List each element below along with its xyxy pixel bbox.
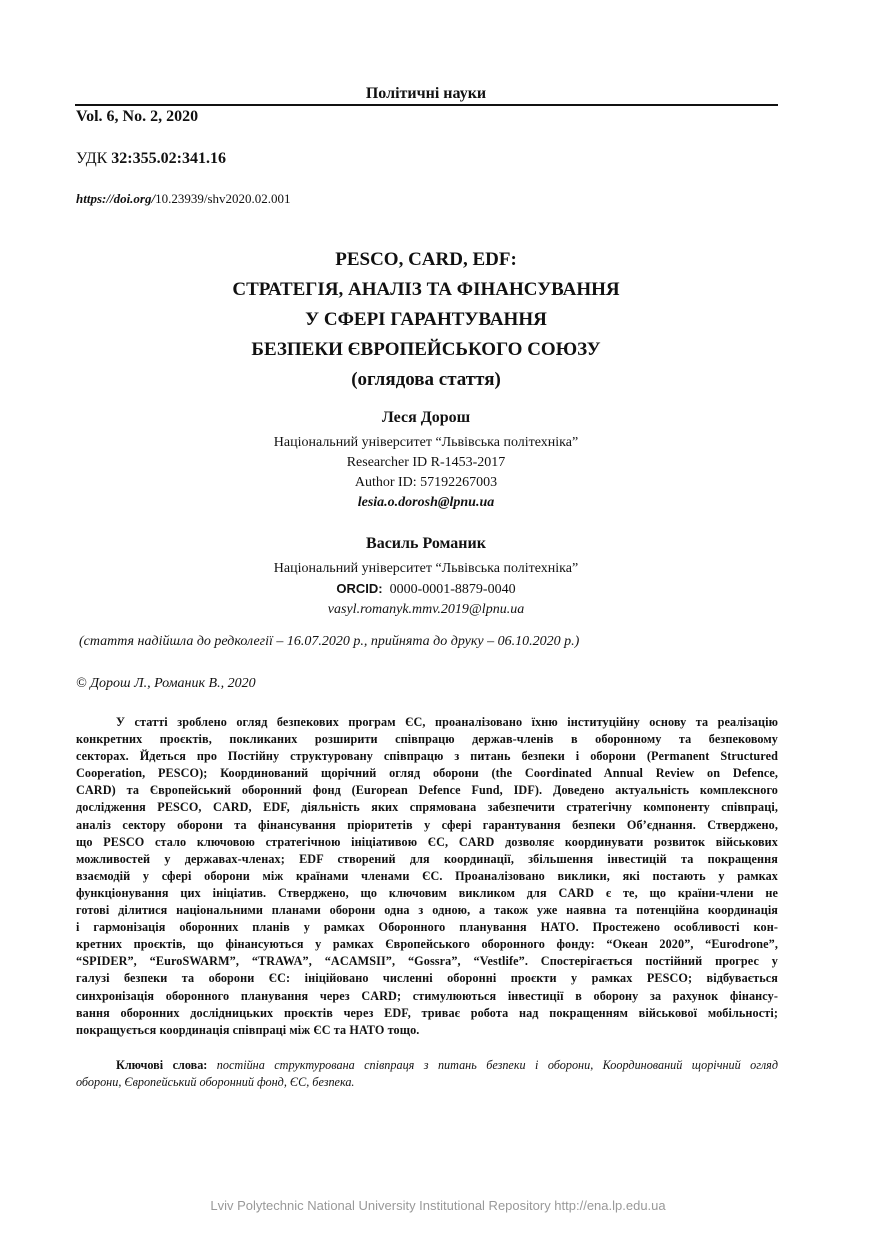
author-affiliation: Національний університет “Львівська політехніка” bbox=[273, 561, 579, 576]
orcid-value: 0000-0001-8879-0040 bbox=[389, 582, 516, 597]
udk-value: 32:355.02:341.16 bbox=[111, 150, 226, 167]
udk-code bbox=[76, 150, 226, 168]
abstract-line: аналіз сектору оборони та фінансування пріоритетів у сфері гарантування безпеки Об’єднання. Стверджено, bbox=[76, 817, 778, 832]
title-line: У СФЕРІ ГАРАНТУВАННЯ bbox=[305, 309, 547, 330]
keywords bbox=[76, 1057, 778, 1091]
udk-label: УДК bbox=[76, 150, 108, 167]
keywords-line bbox=[76, 1057, 778, 1074]
researcher-id: Researcher ID R-1453-2017 bbox=[346, 455, 506, 470]
keywords-label: Ключові слова: bbox=[116, 1058, 208, 1072]
journal-section-title: Політичні науки bbox=[365, 85, 487, 102]
abstract bbox=[76, 714, 778, 1039]
header-rule bbox=[75, 104, 778, 106]
copyright: © Дорош Л., Романик В., 2020 bbox=[76, 676, 256, 691]
abstract-line: взаємодій у сфері оборони між країнами членами ЄС. Проаналізовано виклики, які постають у рамках bbox=[76, 868, 778, 883]
abstract-line: і гармонізація оборонних планів у рамках Оборонного планування НАТО. Простежено особливості кон- bbox=[76, 920, 778, 935]
author-2 bbox=[0, 533, 852, 620]
doi-prefix: https://doi.org/ bbox=[76, 191, 156, 206]
author-email[interactable]: vasyl.romanyk.mmv.2019@lpnu.ua bbox=[327, 602, 525, 617]
abstract-line: секторах. Йдеться про Постійну структуровану співпрацю з питань безпеки і оборони (Permanent Structured bbox=[76, 749, 778, 764]
abstract-line: кретних проєктів, що фінансуються у рамках Європейського оборонного фонду: “Океан 2020”, “Eurodrone”, bbox=[76, 937, 778, 952]
title-line: СТРАТЕГІЯ, АНАЛІЗ ТА ФІНАНСУВАННЯ bbox=[232, 279, 620, 300]
abstract-line: що PESCO стало ключовою стратегічною ініціативою ЄС, CARD дозволяє координувати розвиток військових bbox=[76, 834, 778, 849]
doi-link[interactable] bbox=[76, 191, 291, 207]
abstract-line: вання оборонних дослідницьких проєктів через EDF, триває робота над покращенням військової мобільності; bbox=[76, 1005, 778, 1020]
abstract-line: дослідження PESCO, CARD, EDF, діяльність яких спрямована забезпечити стратегічну компоненту співпраці, bbox=[76, 800, 778, 815]
repository-footer: Lviv Polytechnic National University Institutional Repository http://ena.lp.edu.ua bbox=[210, 1198, 666, 1213]
author-name: Леся Дорош bbox=[381, 409, 471, 426]
orcid bbox=[0, 579, 852, 600]
volume-info: Vol. 6, No. 2, 2020 bbox=[76, 108, 199, 125]
author-1 bbox=[0, 407, 852, 513]
article-title bbox=[0, 245, 852, 395]
abstract-line: синхронізація оборонного планування через CARD; стимулюються інвестиції в оборону за рахунок фінансу- bbox=[76, 988, 778, 1003]
doi-value: 10.23939/shv2020.02.001 bbox=[155, 191, 291, 206]
submission-dates: (стаття надійшла до редколегії – 16.07.2020 р., прийнята до друку – 06.10.2020 р.) bbox=[79, 634, 580, 649]
article-type: (оглядова стаття) bbox=[351, 369, 501, 390]
author-id: Author ID: 57192267003 bbox=[354, 475, 498, 490]
keywords-text: оборони, Європейський оборонний фонд, ЄС, безпека. bbox=[76, 1075, 355, 1090]
abstract-line: функціонування цих ініціатив. Стверджено, що ключовим викликом для CARD є те, що країни-члени не bbox=[76, 885, 778, 900]
title-line: PESCO, CARD, EDF: bbox=[335, 249, 517, 270]
title-line: БЕЗПЕКИ ЄВРОПЕЙСЬКОГО СОЮЗУ bbox=[251, 339, 601, 360]
abstract-line: можливостей у державах-членах; EDF створений для координації, збільшення інвестицій та покращення bbox=[76, 851, 778, 866]
abstract-line: Cooperation, PESCO); Координований щорічний огляд оборони (the Coordinated Annual Review on Defence, bbox=[76, 766, 778, 781]
abstract-line: конкретних проєктів, покликаних розширити співпрацю держав-членів в оборонному та безпековому bbox=[76, 732, 778, 747]
author-email[interactable]: lesia.o.dorosh@lpnu.ua bbox=[357, 495, 495, 510]
orcid-label: ORCID: bbox=[336, 581, 383, 596]
abstract-line: покращується координація співпраці між ЄС та НАТО тощо. bbox=[76, 1022, 420, 1037]
abstract-line: “SPIDER”, “EuroSWARM”, “TRAWA”, “ACAMSII”, “Gossra”, “Vestlife”. Спостерігається постійний прогрес у bbox=[76, 954, 778, 969]
author-name: Василь Романик bbox=[366, 535, 486, 552]
abstract-line: галузі безпеки та оборони ЄС: ініційовано численні оборонні проєкти у рамках PESCO; відбувається bbox=[76, 971, 778, 986]
abstract-line: У статті зроблено огляд безпекових програм ЄС, проаналізовано їхню інституційну основу та реалізацію bbox=[116, 715, 778, 729]
author-affiliation: Національний університет “Львівська політехніка” bbox=[273, 435, 579, 450]
keywords-text: постійна структурована співпраця з питань безпеки і оборони, Координований щорічний огляд bbox=[216, 1058, 778, 1072]
abstract-line: готові ділитися національними планами оборони одна з одною, а також уже наявна та потенційна координація bbox=[76, 903, 778, 918]
abstract-line: CARD) та Європейський оборонний фонд (European Defence Fund, IDF). Доведено актуальність комплексного bbox=[76, 783, 778, 798]
